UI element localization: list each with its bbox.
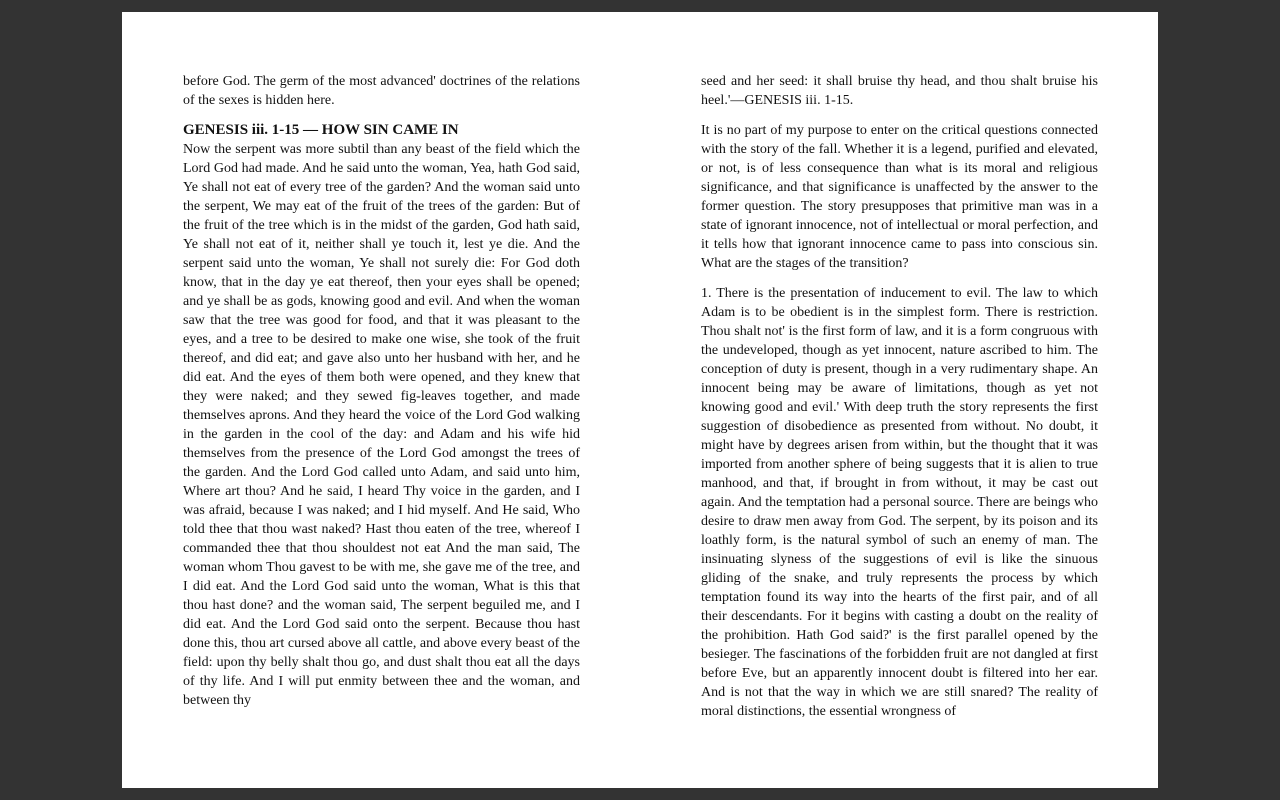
left-page-column	[183, 72, 580, 721]
right-paragraph-3: 1. There is the presentation of inducement to evil. The law to which Adam is to be obedient is in the simplest form. There is restriction. Thou shalt not' is the first form of law, and it is a form congruous with the undeveloped, though as yet innocent, nature ascribed to him. The conception of duty is present, though in a very rudimentary shape. An innocent being may be aware of limitations, though as yet not knowing good and evil.' With deep truth the story represents the first suggestion of disobedience as presented from without. No doubt, it might have by degrees arisen from within, but the thought that it was imported from another sphere of being suggests that it is alien to true manhood, and that, if brought in from without, it may be cast out again. And the temptation had a personal source. There are beings who desire to draw men away from God. The serpent, by its poison and its loathly form, is the natural symbol of such an enemy of man. The insinuating slyness of the suggestions of evil is like the sinuous gliding of the snake, and truly represents the process by which temptation found its way into the hearts of the first pair, and of all their descendants. For it begins with casting a doubt on the reality of the prohibition. Hath God said?' is the first parallel opened by the besieger. The fascinations of the forbidden fruit are not dangled at first before Eve, but an apparently innocent doubt is filtered into her ear. And is not that the way in which we are still snared? The reality of moral distinctions, the essential wrongness of	[701, 286, 1098, 719]
right-paragraph-2: It is no part of my purpose to enter on the critical questions connected with the story of the fall. Whether it is a legend, purified and elevated, or not, is of less consequence than what is its moral and religious significance, and that significance is unaffected by the answer to the former question. The story presupposes that primitive man was in a state of ignorant innocence, not of intellectual or moral perfection, and it tells how that ignorant innocence came to pass into conscious sin. What are the stages of the transition?	[701, 123, 1098, 271]
right-page-column	[701, 72, 1098, 732]
right-paragraph-1: seed and her seed: it shall bruise thy head, and thou shalt bruise his heel.'—GENESIS iii. 1-15.	[701, 74, 1098, 108]
page-spread	[122, 12, 1158, 788]
section-heading: GENESIS iii. 1-15 — HOW SIN CAME IN	[183, 122, 459, 138]
scripture-paragraph: Now the serpent was more subtil than any beast of the field which the Lord God had made. And he said unto the woman, Yea, hath God said, Ye shall not eat of every tree of the garden? And the woman said unto the serpent, We may eat of the fruit of the trees of the garden: But of the fruit of the tree which is in the midst of the garden, God hath said, Ye shall not eat of it, neither shall ye touch it, lest ye die. And the serpent said unto the woman, Ye shall not surely die: For God doth know, that in the day ye eat thereof, then your eyes shall be opened; and ye shall be as gods, knowing good and evil. And when the woman saw that the tree was good for food, and that it was pleasant to the eyes, and a tree to be desired to make one wise, she took of the fruit thereof, and did eat; and gave also unto her husband with her, and he did eat. And the eyes of them both were opened, and they knew that they were naked; and they sewed fig-leaves together, and made themselves aprons. And they heard the voice of the Lord God walking in the garden in the cool of the day: and Adam and his wife hid themselves from the presence of the Lord God amongst the trees of the garden. And the Lord God called unto Adam, and said unto him, Where art thou? And he said, I heard Thy voice in the garden, and I was afraid, because I was naked; and I hid myself. And He said, Who told thee that thou wast naked? Hast thou eaten of the tree, whereof I commanded thee that thou shouldest not eat And the man said, The woman whom Thou gavest to be with me, she gave me of the tree, and I did eat. And the Lord God said unto the woman, What is this that thou hast done? and the woman said, The serpent beguiled me, and I did eat. And the Lord God said onto the serpent. Because thou hast done this, thou art cursed above all cattle, and above every beast of the field: upon thy belly shalt thou go, and dust shalt thou eat all the days of thy life. And I will put enmity between thee and the woman, and between thy	[183, 142, 580, 708]
left-intro-paragraph: before God. The germ of the most advanced' doctrines of the relations of the sexes is hidden here.	[183, 74, 580, 108]
